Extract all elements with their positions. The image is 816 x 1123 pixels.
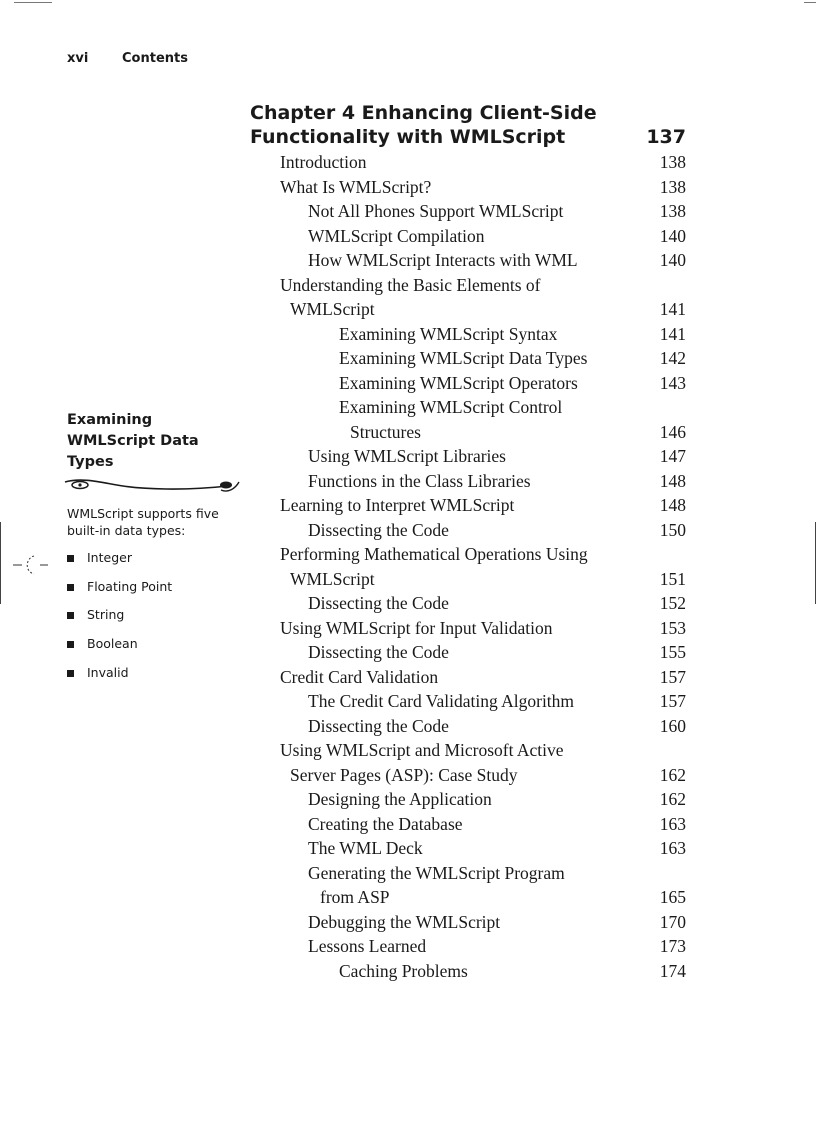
toc-entry-page: 153: [659, 617, 686, 638]
toc-entry-title: Caching Problems: [339, 960, 468, 981]
toc-entry: [280, 910, 686, 935]
toc-entry: [280, 616, 686, 641]
toc-entry-title: Examining WMLScript Data Types: [339, 348, 588, 368]
toc-entry-page: 173: [659, 936, 686, 956]
toc-entry-page: 147: [659, 446, 686, 466]
chapter-heading: [250, 101, 686, 149]
toc-entry: [280, 738, 686, 763]
toc-entry-title: Using WMLScript and Microsoft Active: [280, 740, 564, 760]
toc-entry: [280, 591, 686, 616]
page-number: xvi: [67, 51, 89, 66]
chapter-title-line2: Functionality with WMLScript: [250, 126, 566, 148]
square-bullet-icon: [67, 641, 74, 648]
toc-entry-title: WMLScript: [290, 568, 375, 589]
toc-entry: [280, 371, 686, 396]
running-head: [67, 51, 188, 66]
toc-entry-page: 148: [659, 470, 686, 491]
toc-entry-title: The Credit Card Validating Algorithm: [308, 691, 575, 711]
toc-entry: [280, 297, 686, 322]
decorative-divider-icon: [63, 477, 241, 499]
toc-entry-title: Dissecting the Code: [308, 593, 449, 613]
toc-entry: [280, 787, 686, 812]
toc-entry: [280, 273, 686, 298]
toc-entry-page: 148: [659, 495, 686, 515]
toc-entry: [280, 175, 686, 200]
toc-entry-page: 138: [659, 201, 686, 221]
toc-entry-title: Not All Phones Support WMLScript: [308, 201, 564, 221]
toc-entry-title: What Is WMLScript?: [280, 176, 432, 197]
toc-entry-title: How WMLScript Interacts with WML: [308, 250, 578, 270]
toc-entry-title: Using WMLScript for Input Validation: [280, 617, 553, 638]
left-margin-rule: [0, 522, 1, 604]
toc-entry-page: 174: [659, 960, 686, 981]
toc-entry-title: Understanding the Basic Elements of: [280, 274, 541, 295]
toc-entry: [280, 150, 686, 175]
square-bullet-icon: [67, 555, 74, 562]
toc-entry-page: 142: [659, 348, 686, 368]
toc-entry-page: 163: [659, 838, 686, 858]
toc-entry-page: 140: [659, 225, 686, 246]
toc-entry-title: WMLScript Compilation: [308, 225, 485, 246]
toc-entry-page: 157: [659, 666, 686, 687]
toc-entry: [280, 518, 686, 543]
sidebar-note: [67, 410, 242, 687]
toc-entry-page: 165: [659, 887, 686, 907]
toc-entry-title: Structures: [350, 421, 421, 442]
toc-entry-page: 157: [659, 691, 686, 711]
toc-entry-page: 162: [659, 764, 686, 785]
toc-entry: [280, 836, 686, 861]
toc-entry-page: 141: [659, 323, 686, 344]
toc-entry-title: Introduction: [280, 152, 367, 172]
list-item: String: [67, 601, 242, 630]
toc-entry-title: Lessons Learned: [308, 936, 427, 956]
toc-entry: [280, 763, 686, 788]
toc-entry-page: 143: [659, 372, 686, 393]
crop-mark-icon: [12, 553, 52, 577]
toc-entry-title: Designing the Application: [308, 789, 492, 809]
toc-entry: [280, 248, 686, 273]
list-item: Invalid: [67, 659, 242, 688]
toc-entry-page: 150: [659, 519, 686, 540]
top-crop-rule-right: [804, 2, 816, 3]
toc-entry-title: Server Pages (ASP): Case Study: [290, 764, 518, 785]
toc-entry: [280, 493, 686, 518]
list-item: Boolean: [67, 630, 242, 659]
toc-entry-title: Dissecting the Code: [308, 642, 449, 662]
toc-entry-title: Using WMLScript Libraries: [308, 446, 506, 466]
square-bullet-icon: [67, 670, 74, 677]
toc-entry: [280, 665, 686, 690]
toc-entry-page: 141: [659, 299, 686, 319]
toc-entry: [280, 959, 686, 984]
toc-entry: [280, 346, 686, 371]
toc-entry: [280, 469, 686, 494]
toc-entry-title: Functions in the Class Libraries: [308, 470, 531, 491]
toc-entry-page: 163: [659, 813, 686, 834]
chapter-page: 137: [646, 126, 686, 148]
toc-entry-title: Credit Card Validation: [280, 666, 439, 687]
toc-entry: [280, 714, 686, 739]
toc-entry: [280, 861, 686, 886]
toc-entry-title: Examining WMLScript Syntax: [339, 323, 558, 344]
square-bullet-icon: [67, 612, 74, 619]
list-item: Floating Point: [67, 573, 242, 602]
toc-entry: [280, 934, 686, 959]
toc-entry: [280, 224, 686, 249]
toc-entry-page: 151: [659, 568, 686, 589]
toc-entry: [280, 812, 686, 837]
toc-entry-title: Dissecting the Code: [308, 715, 449, 736]
toc-entry: [280, 444, 686, 469]
top-crop-rule: [14, 2, 52, 3]
toc-entry-title: Performing Mathematical Operations Using: [280, 544, 588, 564]
toc-entry-page: 155: [659, 642, 686, 662]
toc-entry: [280, 542, 686, 567]
toc-entry: [280, 567, 686, 592]
toc-entry-title: Debugging the WMLScript: [308, 911, 501, 932]
toc-entry-title: from ASP: [320, 887, 390, 907]
square-bullet-icon: [67, 584, 74, 591]
sidebar-intro: WMLScript supports five built-in data types:: [67, 506, 219, 538]
toc-entry: [280, 395, 686, 420]
toc-entry: [280, 640, 686, 665]
toc-entry-page: 162: [659, 789, 686, 809]
toc-entry: [280, 689, 686, 714]
toc-entry-title: WMLScript: [290, 299, 375, 319]
toc-entry-page: 152: [659, 593, 686, 613]
toc-entry-page: 140: [659, 250, 686, 270]
list-item: Integer: [67, 544, 242, 573]
toc-entry: [280, 420, 686, 445]
toc-entry: [280, 199, 686, 224]
toc-entry-page: 146: [659, 421, 686, 442]
toc-entry-title: Dissecting the Code: [308, 519, 449, 540]
toc-list: [280, 150, 686, 983]
sidebar-title: Examining WMLScript Data Types: [67, 412, 199, 470]
running-head-section: Contents: [122, 51, 188, 66]
toc-entry-title: Generating the WMLScript Program: [308, 862, 565, 883]
toc-entry: [280, 885, 686, 910]
toc-entry-title: The WML Deck: [308, 838, 423, 858]
toc-entry-page: 160: [659, 715, 686, 736]
toc-entry-title: Examining WMLScript Operators: [339, 372, 578, 393]
toc-entry-title: Creating the Database: [308, 813, 463, 834]
chapter-title-line1: Chapter 4 Enhancing Client-Side: [250, 102, 597, 124]
toc-entry-page: 138: [659, 176, 686, 197]
toc-entry-page: 138: [659, 152, 686, 172]
toc-entry-title: Examining WMLScript Control: [339, 397, 563, 417]
data-type-list: [67, 544, 242, 687]
toc-entry-title: Learning to Interpret WMLScript: [280, 495, 515, 515]
toc-entry: [280, 322, 686, 347]
toc-entry-page: 170: [659, 911, 686, 932]
